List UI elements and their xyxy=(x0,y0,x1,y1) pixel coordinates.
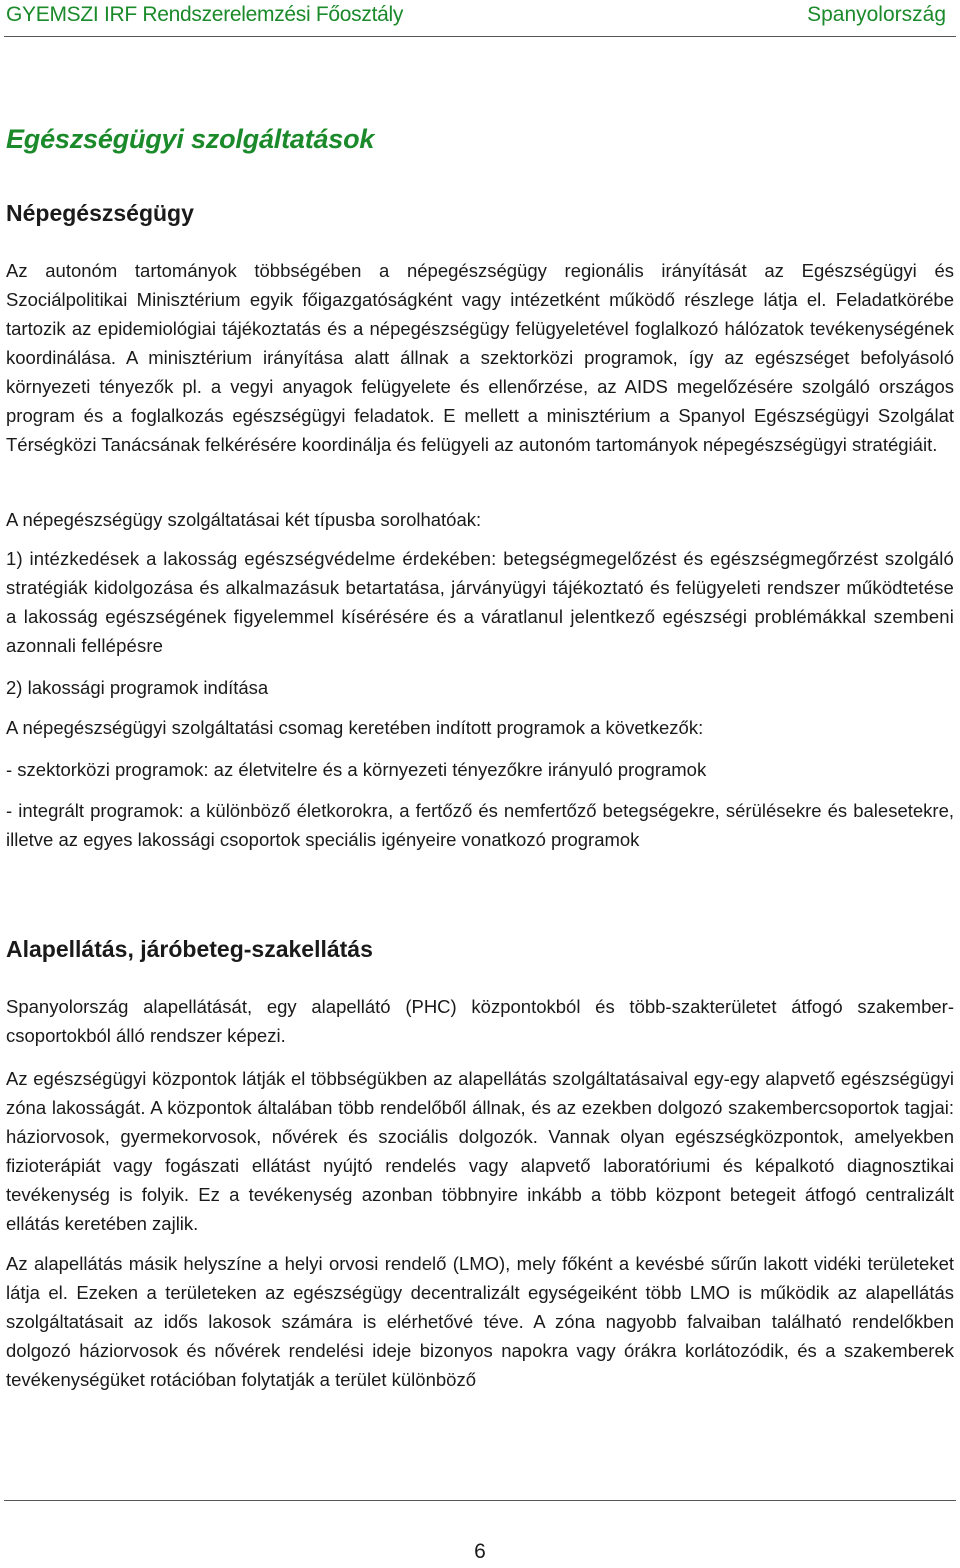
page-number: 6 xyxy=(474,1540,486,1563)
header-divider xyxy=(4,36,956,37)
footer-divider xyxy=(4,1500,956,1501)
paragraph: A népegészségügyi szolgáltatási csomag keretében indított programok a következők: xyxy=(6,717,704,738)
paragraph: - integrált programok: a különböző életkorokra, a fertőző és nemfertőző betegségekre, sérülésekre és balesetekre, illetve az egyes lakossági csoportok speciális igényeire vonatkozó programok xyxy=(6,800,954,850)
paragraph: Spanyolország alapellátását, egy alapellátó (PHC) központokból és több-szakterületet átfogó szakember-csoportokból álló rendszer képezi. xyxy=(6,996,954,1046)
paragraph: Az alapellátás másik helyszíne a helyi orvosi rendelő (LMO), mely főként a kevésbé sűrűn lakott vidéki területeket látja el. Ezeken a területeken az egészségügy decentralizált egységeiként több LMO is működik az alapellátás szolgáltatásait az idős lakosok számára is elérhetővé téve. A zóna nagyobb falvaiban található rendelőkben dolgozó háziorvosok és nővérek rendelési ideje bizonyos napokra vagy órákra korlátozódik, és a szakemberek tevékenységüket rotációban folytatják a terület különböző xyxy=(6,1253,954,1390)
page-title: Egészségügyi szolgáltatások xyxy=(6,124,375,154)
paragraph: Az autonóm tartományok többségében a népegészségügy regionális irányítását az Egészségügyi és Szociálpolitikai Minisztérium egyik főigazgatóságként vagy intézetként működő részlege látja el. Feladatkörébe tartozik az epidemiológiai tájékoztatás és a népegészségügy felügyeletével foglalkozó hálózatok tevékenységének koordinálása. A minisztérium irányítása alatt állnak a szektorközi programok, így az egészséget befolyásoló környezeti tényezők pl. a vegyi anyagok felügyelete és ellenőrzése, az AIDS megelőzésére szolgáló országos program és a foglalkozás egészségügyi feladatok. E mellett a minisztérium a Spanyol Egészségügyi Szolgálat Térségközi Tanácsának felkérésére koordinálja és felügyeli az autonóm tartományok népegészségügyi stratégiáit. xyxy=(6,260,954,455)
paragraph: - szektorközi programok: az életvitelre és a környezeti tényezőkre irányuló programok xyxy=(6,759,707,780)
paragraph: A népegészségügy szolgáltatásai két típusba sorolhatóak: xyxy=(6,509,482,530)
paragraph: Az egészségügyi központok látják el többségükben az alapellátás szolgáltatásaival egy-egy alapvető egészségügyi zóna lakosságát. A központok általában több rendelőből állnak, és az ezekben dolgozó szakembercsoportok tagjai: háziorvosok, gyermekorvosok, nővérek és szociális dolgozók. Vannak olyan egészségközpontok, amelyekben fizioterápiát vagy fogászati ellátást nyújtó rendelés vagy alapvető laboratóriumi és képalkotó diagnosztikai tevékenység is folyik. Ez a tevékenység azonban többnyire inkább a több központ betegeit átfogó centralizált ellátás keretében zajlik. xyxy=(6,1068,954,1234)
paragraph: 2) lakossági programok indítása xyxy=(6,677,269,698)
header-country: Spanyolország xyxy=(807,3,946,26)
page-header xyxy=(0,0,960,44)
paragraph: 1) intézkedések a lakosság egészségvédelme érdekében: betegségmegelőzést és egészségmegőrzést szolgáló stratégiák kidolgozása és alkalmazásuk betartatása, járványügyi tájékoztató és felügyeleti rendszer működtetése a lakosság egészségének figyelemmel kísérésére és a váratlanul jelentkező egészségi problémákkal szembeni azonnali fellépésre xyxy=(6,548,954,656)
header-organization: GYEMSZI IRF Rendszerelemzési Főosztály xyxy=(6,3,404,26)
section-title-alapellatas: Alapellátás, járóbeteg-szakellátás xyxy=(6,936,373,962)
section-title-nepegeszsegugy: Népegészségügy xyxy=(6,200,194,226)
